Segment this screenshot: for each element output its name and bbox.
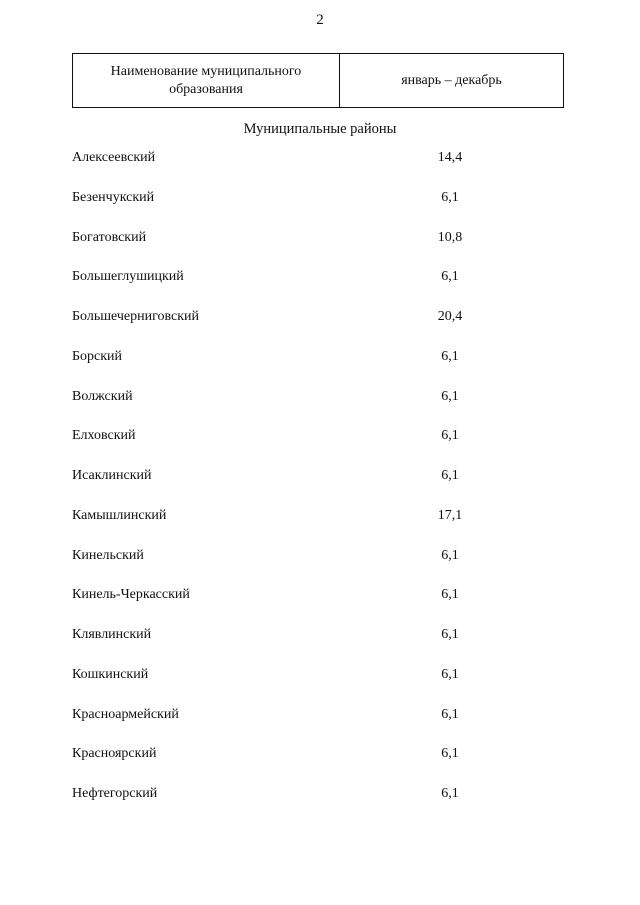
row-municipality-name: Богатовский: [72, 229, 147, 245]
row-value: 6,1: [441, 706, 459, 722]
row-value: 6,1: [441, 786, 459, 801]
table-row: [0, 387, 640, 427]
table-header: [72, 53, 564, 108]
row-municipality-name: Кошкинский: [72, 666, 149, 682]
table-row: [0, 307, 640, 347]
row-municipality-name: Елховский: [72, 428, 136, 444]
header-period-column: январь – декабрь: [401, 72, 502, 88]
section-title: Муниципальные районы: [243, 121, 397, 137]
table-row: [0, 585, 640, 625]
row-value: 6,1: [441, 269, 459, 285]
row-value: 6,1: [441, 547, 459, 563]
table-row: [0, 784, 640, 824]
row-value: 6,1: [441, 627, 459, 642]
row-municipality-name: Волжский: [72, 388, 133, 404]
table-row: [0, 466, 640, 506]
row-value: 6,1: [441, 428, 459, 444]
page-number: 2: [316, 12, 324, 28]
row-value: 6,1: [441, 348, 459, 364]
row-municipality-name: Безенчукский: [72, 189, 155, 205]
row-value: 6,1: [441, 666, 459, 682]
row-municipality-name: Кинель-Черкасский: [72, 587, 190, 603]
table-row: [0, 506, 640, 546]
row-value: 20,4: [437, 309, 463, 324]
row-value: 6,1: [441, 587, 459, 603]
table-row: [0, 188, 640, 228]
table-row: [0, 426, 640, 466]
table-row: [0, 228, 640, 268]
table-row: [0, 625, 640, 665]
row-municipality-name: Кинельский: [72, 547, 144, 563]
row-municipality-name: Красноярский: [72, 746, 157, 762]
row-municipality-name: Большечерниговский: [72, 309, 200, 324]
row-municipality-name: Борский: [72, 348, 123, 364]
table-row: [0, 744, 640, 784]
table-row: [0, 267, 640, 307]
row-value: 6,1: [441, 388, 459, 404]
row-value: 10,8: [437, 229, 463, 245]
row-municipality-name: Алексеевский: [72, 150, 156, 165]
row-municipality-name: Красноармейский: [72, 706, 179, 722]
table-body: [0, 148, 640, 824]
table-row: [0, 665, 640, 705]
table-row: [0, 148, 640, 188]
row-value: 6,1: [441, 746, 459, 762]
row-municipality-name: Большеглушицкий: [72, 269, 184, 285]
row-municipality-name: Исаклинский: [72, 468, 152, 483]
header-name-column: Наименование муниципального образования: [73, 54, 340, 107]
row-municipality-name: Камышлинский: [72, 507, 167, 523]
table-row: [0, 705, 640, 745]
row-municipality-name: Клявлинский: [72, 627, 152, 642]
table-row: [0, 347, 640, 387]
row-value: 14,4: [437, 150, 463, 165]
row-municipality-name: Нефтегорский: [72, 786, 158, 801]
row-value: 6,1: [441, 189, 459, 205]
table-row: [0, 546, 640, 586]
row-value: 17,1: [437, 507, 463, 523]
row-value: 6,1: [441, 468, 459, 483]
